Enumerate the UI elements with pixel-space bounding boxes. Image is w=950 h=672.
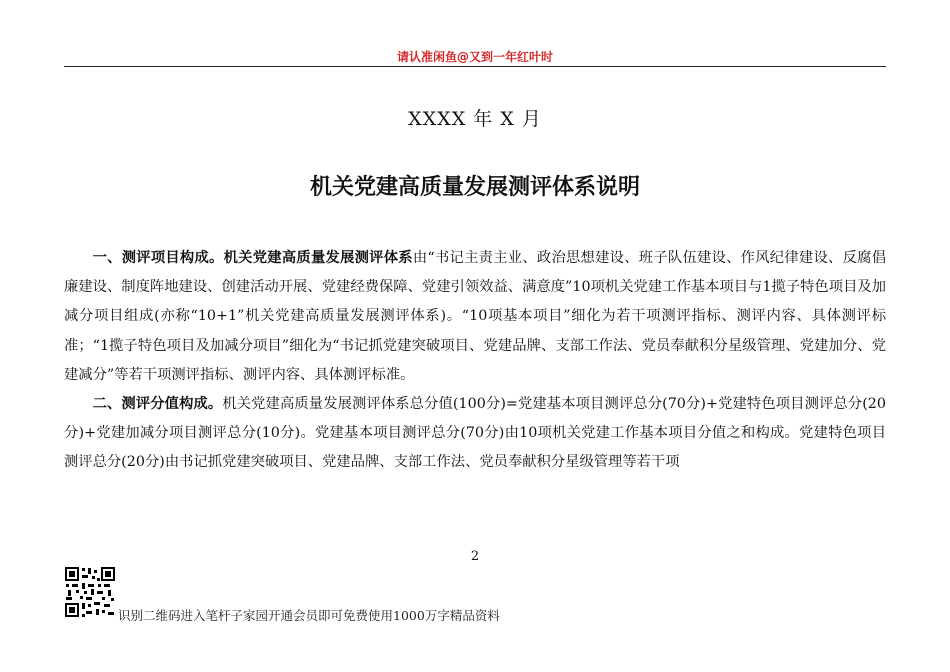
section-heading-1: 一、测评项目构成。 — [92, 250, 224, 266]
qr-code-icon — [64, 566, 116, 618]
document-body — [64, 244, 886, 478]
document-date: XXXX 年 X 月 — [408, 108, 542, 130]
header-watermark-text: 请认准闲鱼@又到一年红叶时 — [396, 50, 553, 64]
document-title: 机关党建高质量发展测评体系说明 — [309, 174, 640, 200]
section-lead-1: 机关党建高质量发展测评体系 — [223, 250, 413, 266]
section-text-1: 由“书记主责主业、政治思想建设、班子队伍建设、作风纪律建设、反腐倡廉建设、制度阵地建设、创建活动开展、党建经费保障、党建引领效益、满意度”10项机关党建工作基本项目与1揽子特色项目及加减分项目组成(亦称“10+1”机关党建高质量发展测评体系)。“10项基本项目”细化为若干项测评指标、测评内容、具体测评标准；“1揽子特色项目及加减分项目”细化为“书记抓党建突破项目、党建品牌、支部工作法、党员奉献积分星级管理、党建加分、党建减分”等若干项测评指标、测评内容、具体测评标准。 — [64, 250, 886, 383]
section-heading-2: 二、测评分值构成。 — [92, 396, 223, 413]
page-number: 2 — [470, 549, 480, 564]
footer-promo-text: 识别二维码进入笔杆子家园开通会员即可免费使用1000万字精品资料 — [118, 608, 500, 623]
section-paragraph-2 — [64, 390, 886, 478]
header-divider — [64, 66, 886, 67]
section-paragraph-1 — [64, 244, 886, 390]
section-text-2: 机关党建高质量发展测评体系总分值(100分)=党建基本项目测评总分(70分)+党建特色项目测评总分(20分)+党建加减分项目测评总分(10分)。党建基本项目测评总分(70分)由10项机关党建工作基本项目分值之和构成。党建特色项目测评总分(20分)由书记抓党建突破项目、党建品牌、支部工作法、党员奉献积分星级管理等若干项 — [64, 396, 886, 471]
